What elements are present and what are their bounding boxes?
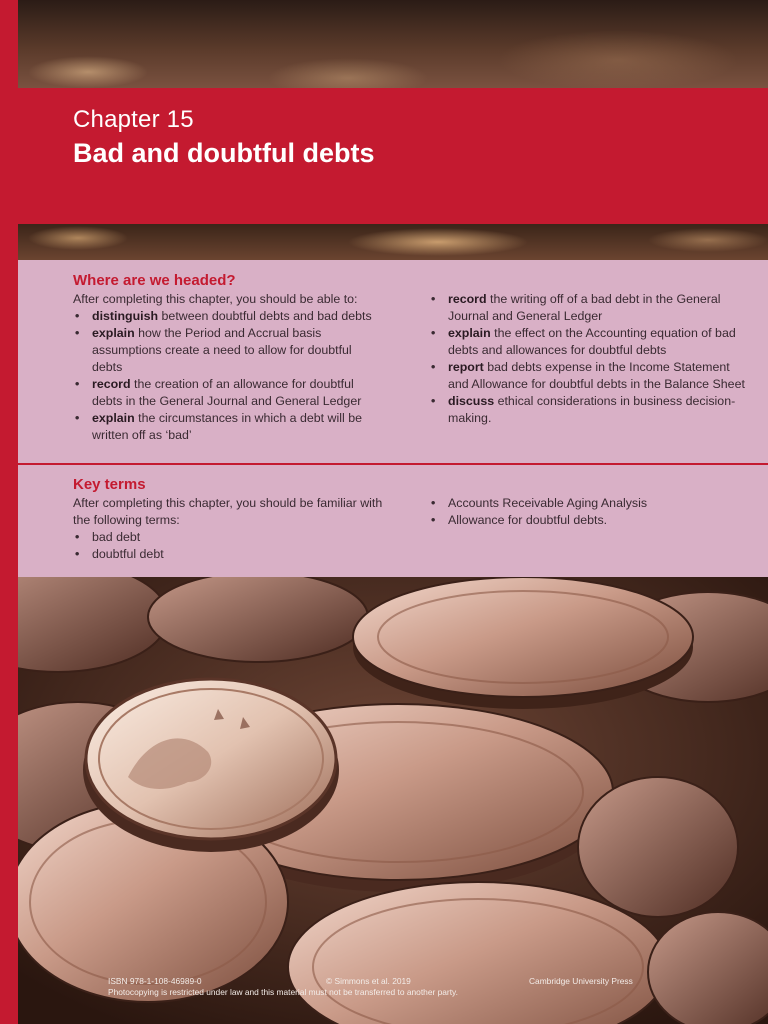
objective-text: the effect on the Accounting equation of bad debts and allowances for doubtful debts — [448, 326, 736, 357]
objective-item — [429, 359, 749, 393]
objective-text: the creation of an allowance for doubtful debts in the General Journal and General Ledger — [92, 377, 362, 408]
objective-item — [429, 291, 749, 325]
objective-verb: explain — [448, 326, 491, 340]
objective-item — [73, 308, 383, 325]
key-terms-intro: After completing this chapter, you should be familiar with the following terms: — [73, 496, 383, 527]
section-heading-headed: Where are we headed? — [73, 272, 236, 289]
objective-verb: report — [448, 360, 484, 374]
footer-publisher: Cambridge University Press — [529, 976, 633, 986]
objectives-left-column — [73, 291, 383, 444]
objective-verb: explain — [92, 326, 135, 340]
key-term-item: • bad debt — [73, 529, 383, 546]
key-terms-panel — [18, 465, 768, 577]
objective-item — [429, 393, 749, 427]
key-terms-left-column — [73, 495, 383, 563]
mid-photo-strip — [18, 224, 768, 260]
objective-text: the writing off of a bad debt in the General Journal and General Ledger — [448, 292, 721, 323]
objective-verb: discuss — [448, 394, 495, 408]
footer-copyright: © Simmons et al. 2019 — [326, 976, 411, 986]
where-are-we-headed-panel — [18, 260, 768, 463]
footer-row — [108, 976, 668, 987]
coins-photo — [18, 577, 768, 1024]
header-photo — [18, 0, 768, 88]
key-term-item: • Allowance for doubtful debts. — [429, 512, 749, 529]
objective-verb: explain — [92, 411, 135, 425]
key-terms-list-right — [429, 495, 749, 529]
objectives-intro: After completing this chapter, you should be able to: — [73, 292, 358, 306]
objective-item — [73, 325, 383, 376]
objective-text: between doubtful debts and bad debts — [158, 309, 372, 323]
objective-text: the circumstances in which a debt will be written off as ‘bad’ — [92, 411, 362, 442]
page-footer — [108, 976, 668, 998]
objectives-list-right — [429, 291, 749, 427]
key-terms-list-left — [73, 529, 383, 563]
objective-text: ethical considerations in business decision-making. — [448, 394, 736, 425]
objective-verb: distinguish — [92, 309, 159, 323]
footer-isbn: ISBN 978-1-108-46989-0 — [108, 976, 202, 986]
chapter-title-band — [18, 88, 768, 224]
key-term-item: • doubtful debt — [73, 546, 383, 563]
objectives-right-column — [429, 291, 749, 427]
objective-text: how the Period and Accrual basis assumptions create a need to allow for doubtful debts — [92, 326, 352, 374]
key-terms-right-column — [429, 495, 749, 529]
left-accent-strip — [0, 0, 18, 1024]
objective-item — [429, 325, 749, 359]
objective-item — [73, 410, 383, 444]
chapter-title: Bad and doubtful debts — [73, 138, 375, 168]
objective-item — [73, 376, 383, 410]
footer-notice: Photocopying is restricted under law and this material must not be transferred to another party. — [108, 987, 458, 997]
key-term-item: • Accounts Receivable Aging Analysis — [429, 495, 749, 512]
objective-text: bad debts expense in the Income Statement and Allowance for doubtful debts in the Balance Sheet — [448, 360, 745, 391]
objectives-list-left — [73, 308, 383, 444]
section-heading-key-terms: Key terms — [73, 476, 146, 493]
coins-illustration — [18, 577, 768, 1024]
chapter-number: Chapter 15 — [73, 106, 194, 133]
objective-verb: record — [448, 292, 487, 306]
objective-verb: record — [92, 377, 131, 391]
